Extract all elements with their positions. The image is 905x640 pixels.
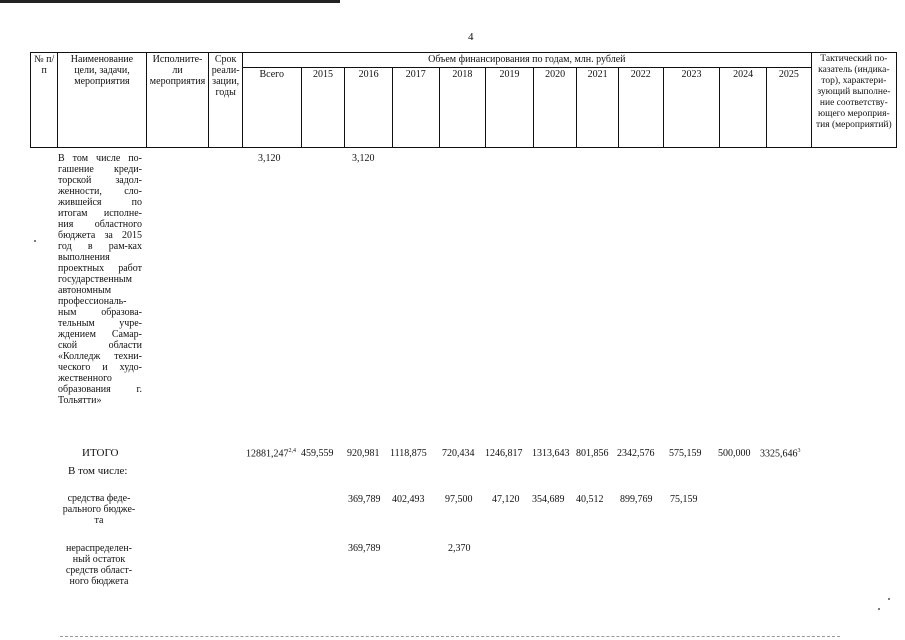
including-label: В том числе: bbox=[68, 465, 128, 477]
col-total-header: Всего bbox=[242, 68, 301, 148]
row1-total: 3,120 bbox=[258, 153, 281, 164]
federal-2023: 75,159 bbox=[670, 494, 698, 505]
measure-description: В том числе по-гашение креди-торской задол-женности, сло-жившейся по итогам исполне-ния областного бюджета за 2015 год в рам-ках выполнения проектных работ государственным автономным профессиональ-ным образова-тельным учре-ждением Самар-ской области «Колледж техни-ческого и худо-жественного образования г. Тольятти» bbox=[58, 153, 142, 406]
col-num-header: № п/п bbox=[31, 53, 58, 148]
col-year-header: 2023 bbox=[663, 68, 720, 148]
scan-speck bbox=[34, 240, 36, 242]
unallocated-2016: 369,789 bbox=[348, 543, 381, 554]
scan-edge-rule bbox=[0, 0, 340, 3]
scan-speck bbox=[878, 608, 880, 610]
itogo-2019: 1246,817 bbox=[485, 448, 523, 459]
col-year-header: 2025 bbox=[766, 68, 811, 148]
col-indicator-header: Тактический по-казатель (индика-тор), характери-зующий выполне-ние соответству-ющего мероприя-тия (мероприятий) bbox=[811, 53, 896, 148]
scan-bottom-edge bbox=[60, 636, 840, 638]
col-year-header: 2018 bbox=[439, 68, 486, 148]
funding-table-header bbox=[30, 52, 897, 148]
federal-2016: 369,789 bbox=[348, 494, 381, 505]
federal-2022: 899,769 bbox=[620, 494, 653, 505]
itogo-2017: 1118,875 bbox=[390, 448, 427, 459]
col-year-header: 2019 bbox=[486, 68, 534, 148]
itogo-2022: 2342,576 bbox=[617, 448, 655, 459]
federal-2021: 40,512 bbox=[576, 494, 604, 505]
funding-group-header: Объем финансирования по годам, млн. рублей bbox=[242, 53, 811, 68]
col-executor-header: Исполните-ли мероприятия bbox=[146, 53, 209, 148]
federal-budget-label: средства феде-рального бюдже-та bbox=[62, 493, 136, 526]
federal-2018: 97,500 bbox=[445, 494, 473, 505]
col-year-header: 2020 bbox=[533, 68, 577, 148]
itogo-label: ИТОГО bbox=[82, 447, 119, 459]
page-number: 4 bbox=[468, 31, 474, 43]
row1-2016: 3,120 bbox=[352, 153, 375, 164]
itogo-2015: 459,559 bbox=[301, 448, 334, 459]
federal-2020: 354,689 bbox=[532, 494, 565, 505]
col-year-header: 2022 bbox=[618, 68, 663, 148]
itogo-2021: 801,856 bbox=[576, 448, 609, 459]
scan-speck bbox=[888, 598, 890, 600]
col-name-header: Наименование цели, задачи, мероприятия bbox=[58, 53, 146, 148]
itogo-total: 12881,247$^{2,4}$ bbox=[246, 448, 296, 460]
itogo-2020: 1313,643 bbox=[532, 448, 570, 459]
itogo-2016: 920,981 bbox=[347, 448, 380, 459]
col-year-header: 2017 bbox=[392, 68, 439, 148]
col-year-header: 2024 bbox=[720, 68, 767, 148]
itogo-2025: 3325,646$^3$ bbox=[760, 448, 801, 460]
federal-2017: 402,493 bbox=[392, 494, 425, 505]
col-year-header: 2016 bbox=[345, 68, 393, 148]
itogo-2024: 500,000 bbox=[718, 448, 751, 459]
federal-2019: 47,120 bbox=[492, 494, 520, 505]
col-term-header: Срок реали-зации, годы bbox=[209, 53, 242, 148]
col-year-header: 2021 bbox=[577, 68, 619, 148]
col-year-header: 2015 bbox=[301, 68, 345, 148]
unallocated-balance-label: нераспределен-ный остаток средств област-ного бюджета bbox=[65, 543, 133, 587]
itogo-2018: 720,434 bbox=[442, 448, 475, 459]
unallocated-2018: 2,370 bbox=[448, 543, 471, 554]
itogo-2023: 575,159 bbox=[669, 448, 702, 459]
